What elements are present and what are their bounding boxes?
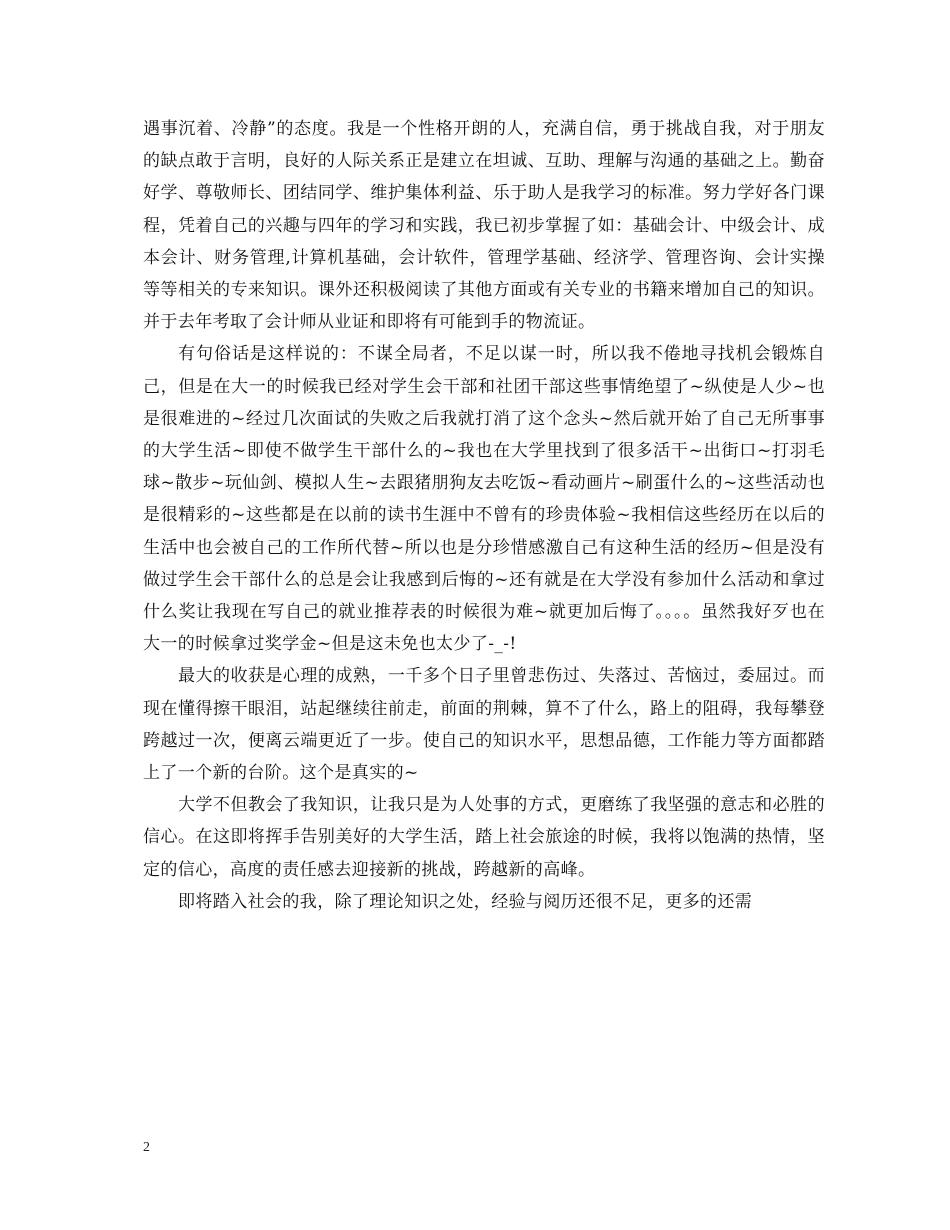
document-body <box>143 113 825 918</box>
paragraph-2: 有句俗话是这样说的：不谋全局者，不足以谋一时，所以我不倦地寻找机会锻炼自己，但是在大一的时候我已经对学生会干部和社团干部这些事情绝望了~纵使是人少~也是很难进的~经过几次面试的失败之后我就打消了这个念头~然后就开始了自己无所事事的大学生活~即使不做学生干部什么的~我也在大学里找到了很多活干~出街口~打羽毛球~散步~玩仙剑、模拟人生~去跟猪朋狗友去吃饭~看动画片~刷蛋什么的~这些活动也是很精彩的~这些都是在以前的读书生涯中不曾有的珍贵体验~我相信这些经历在以后的生活中也会被自己的工作所代替~所以也是分珍惜感激自己有这种生活的经历~但是没有做过学生会干部什么的总是会让我感到后悔的~还有就是在大学没有参加什么活动和拿过什么奖让我现在写自己的就业推荐表的时候很为难~就更加后悔了。。。。虽然我好歹也在大一的时候拿过奖学金~但是这未免也太少了-_-! <box>143 344 825 655</box>
paragraph-4: 大学不但教会了我知识，让我只是为人处事的方式，更磨练了我坚强的意志和必胜的信心。在这即将挥手告别美好的大学生活，踏上社会旅途的时候，我将以饱满的热情，坚定的信心，高度的责任感去迎接新的挑战，跨越新的高峰。 <box>143 795 825 880</box>
paragraph-5: 即将踏入社会的我，除了理论知识之处，经验与阅历还很不足，更多的还需 <box>178 891 753 912</box>
page-number: 2 <box>143 1140 150 1155</box>
paragraph-3: 最大的收获是心理的成熟，一千多个日子里曾悲伤过、失落过、苦恼过，委屈过。而现在懂得擦干眼泪，站起继续往前走，前面的荆棘，算不了什么，路上的阻碍，我每攀登跨越过一次，便离云端更近了一步。使自己的知识水平，思想品德，工作能力等方面都踏上了一个新的台阶。这个是真实的~ <box>143 666 825 784</box>
paragraph-1: 遇事沉着、冷静”的态度。我是一个性格开朗的人，充满自信，勇于挑战自我，对于朋友的缺点敢于言明，良好的人际关系正是建立在坦诚、互助、理解与沟通的基础之上。勤奋好学、尊敬师长、团结同学、维护集体利益、乐于助人是我学习的标准。努力学好各门课程，凭着自己的兴趣与四年的学习和实践，我已初步掌握了如：基础会计、中级会计、成本会计、财务管理,计算机基础，会计软件，管理学基础、经济学、管理咨询、会计实操等等相关的专来知识。课外还积极阅读了其他方面或有关专业的书籍来增加自己的知识。并于去年考取了会计师从业证和即将有可能到手的物流证。 <box>143 119 825 333</box>
